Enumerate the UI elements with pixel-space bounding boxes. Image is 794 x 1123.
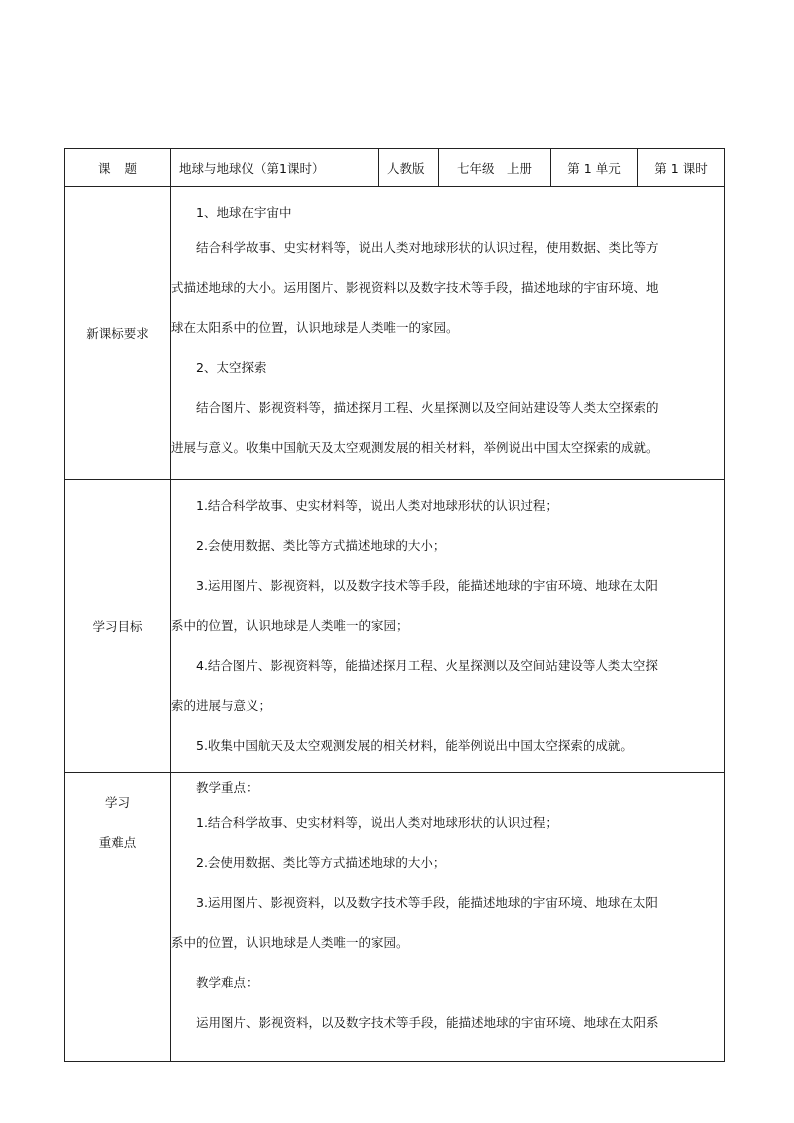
edition-cell: 人教版 (379, 149, 439, 187)
difficulty-item: 运用图片、影视资料，以及数字技术等手段，能描述地球的宇宙环境、地球在太阳系 (196, 1015, 659, 1030)
goal-item: 4.结合图片、影视资料等，能描述探月工程、火星探测以及空间站建设等人类太空探 (196, 658, 658, 673)
key-point-item: 3.运用图片、影视资料，以及数字技术等手段，能描述地球的宇宙环境、地球在太阳 (196, 895, 658, 910)
goals-content (171, 480, 725, 773)
goals-row (65, 480, 725, 773)
requirements-paragraph: 式描述地球的大小。运用图片、影视资料以及数字技术等手段，描述地球的宇宙环境、地 (171, 280, 659, 295)
key-points-title: 教学重点： (196, 780, 259, 795)
requirements-heading-1: 1、地球在宇宙中 (196, 205, 292, 220)
lesson-number-cell: 第 1 课时 (638, 149, 725, 187)
keypoints-label-line-1: 学习 (104, 795, 130, 810)
keypoints-row (65, 773, 725, 1062)
requirements-row (65, 187, 725, 480)
requirements-paragraph: 结合科学故事、史实材料等，说出人类对地球形状的认识过程，使用数据、类比等方 (196, 240, 659, 255)
goal-item: 2.会使用数据、类比等方式描述地球的大小； (196, 538, 446, 553)
requirements-paragraph: 进展与意义。收集中国航天及太空观测发展的相关材料，举例说出中国太空探索的成就。 (171, 440, 659, 455)
goal-item: 系中的位置，认识地球是人类唯一的家园； (171, 618, 409, 633)
goals-label: 学习目标 (65, 480, 171, 773)
requirements-paragraph: 结合图片、影视资料等，描述探月工程、火星探测以及空间站建设等人类太空探索的 (196, 400, 659, 415)
key-point-item: 2.会使用数据、类比等方式描述地球的大小； (196, 855, 446, 870)
difficulty-title: 教学难点： (196, 975, 259, 990)
goal-item: 1.结合科学故事、史实材料等，说出人类对地球形状的认识过程； (196, 498, 558, 513)
unit-cell: 第 1 单元 (551, 149, 638, 187)
keypoints-content (171, 773, 725, 1062)
key-point-item: 1.结合科学故事、史实材料等，说出人类对地球形状的认识过程； (196, 815, 558, 830)
keypoints-label-line-2: 重难点 (98, 835, 137, 850)
requirements-paragraph: 球在太阳系中的位置，认识地球是人类唯一的家园。 (171, 320, 459, 335)
goal-item: 索的进展与意义； (171, 698, 272, 713)
lesson-title: 地球与地球仪（第1课时） (171, 149, 379, 187)
goal-item: 5.收集中国航天及太空观测发展的相关材料，能举例说出中国太空探索的成就。 (196, 738, 633, 753)
header-row (65, 149, 725, 187)
key-point-item: 系中的位置，认识地球是人类唯一的家园。 (171, 935, 409, 950)
topic-label: 课题 (65, 149, 171, 187)
lesson-plan-table (64, 148, 725, 1062)
requirements-label: 新课标要求 (65, 187, 171, 480)
grade-cell: 七年级 上册 (439, 149, 551, 187)
keypoints-label (65, 773, 171, 1062)
requirements-heading-2: 2、太空探索 (196, 360, 267, 375)
goal-item: 3.运用图片、影视资料，以及数字技术等手段，能描述地球的宇宙环境、地球在太阳 (196, 578, 658, 593)
requirements-content (171, 187, 725, 480)
